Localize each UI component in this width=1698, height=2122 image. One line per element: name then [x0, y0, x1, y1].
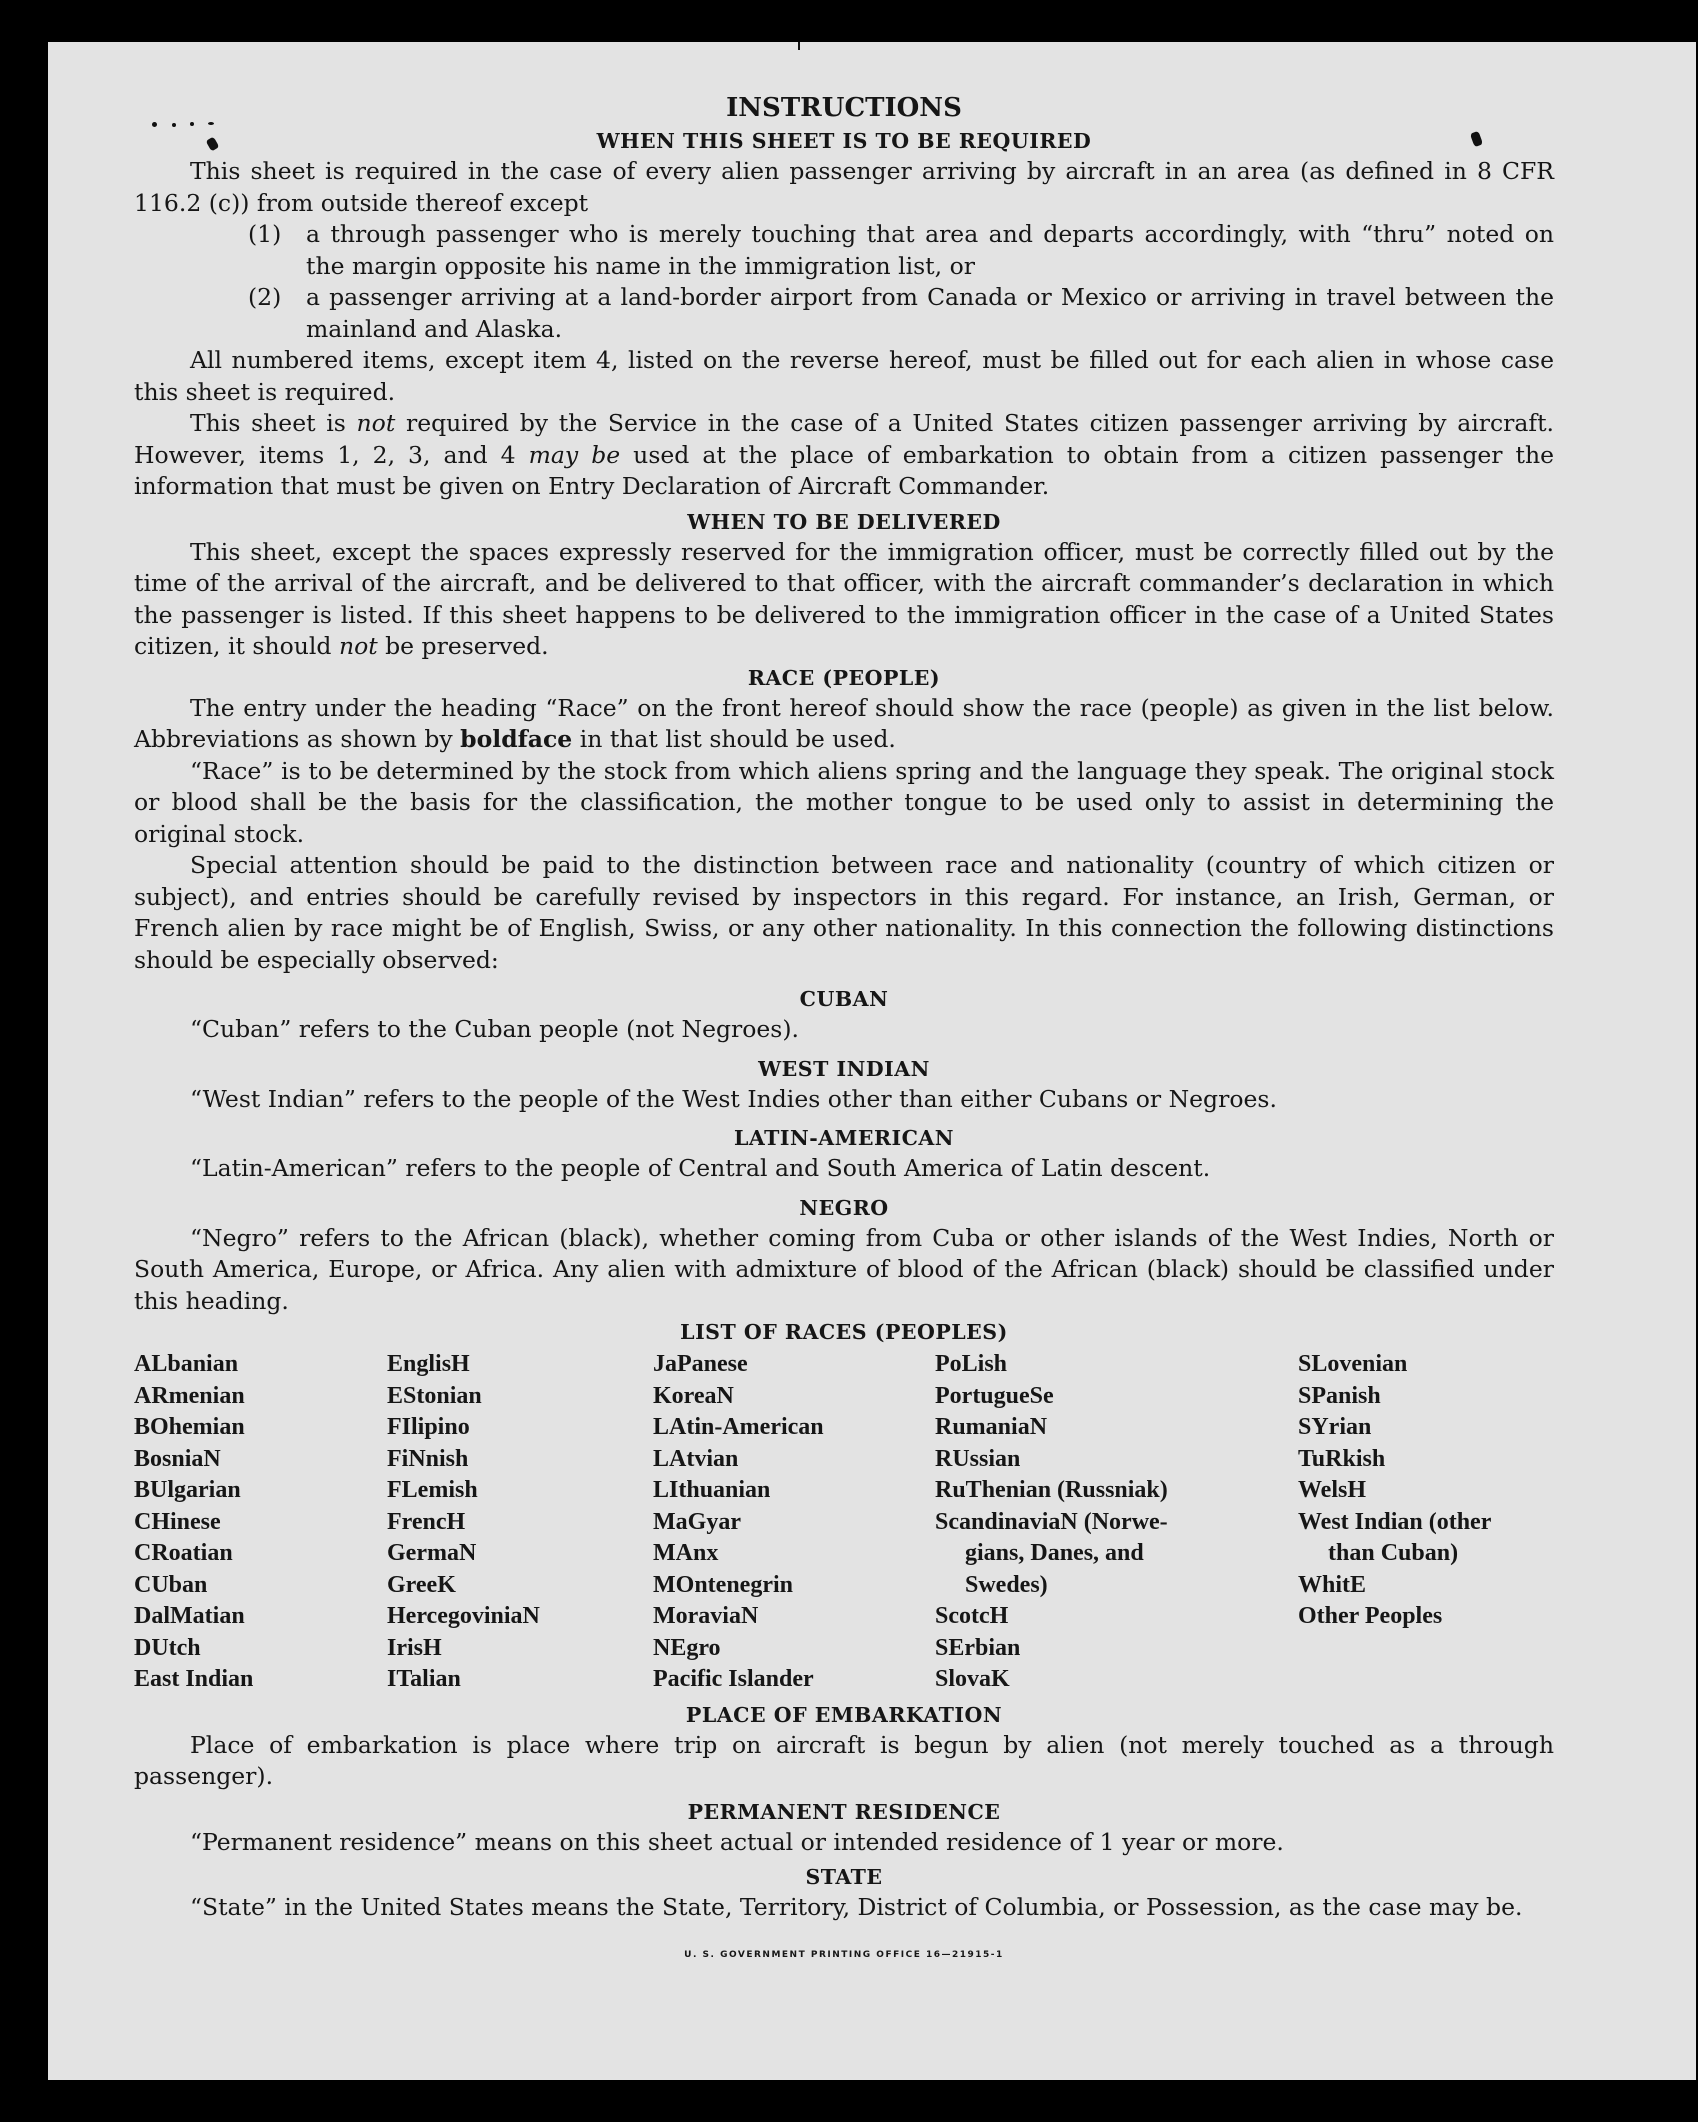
race-entry: BOhemian	[134, 1414, 245, 1440]
heading-when-required: WHEN THIS SHEET IS TO BE REQUIRED	[596, 129, 1092, 153]
race-column-2	[387, 1349, 653, 1696]
race-entry: BUlgarian	[134, 1477, 241, 1503]
race-entry: PoLish	[935, 1351, 1008, 1377]
latin-american-text: “Latin-American” refers to the people of Central and South America of Latin descent.	[190, 1154, 1211, 1182]
race-entry: MAnx	[653, 1540, 719, 1566]
scan-mark	[798, 42, 800, 50]
race-entry: EStonian	[387, 1382, 482, 1409]
race-entry: RuThenian (Russniak)	[935, 1477, 1168, 1503]
race-entry: CUban	[134, 1571, 208, 1598]
exception-number: (2)	[248, 283, 282, 311]
when-delivered-text: This sheet, except the spaces expressly reserved for the immigration officer, must be correctly filled out by the time of the arrival of the aircraft, and be delivered to that officer, with the aircraft commander’s declaration in which the passenger is listed. If this sheet happens to be delivered to the immigration officer in the case of a United States citizen, it should not be preserved.	[134, 537, 1554, 660]
race-entry: CRoatian	[134, 1540, 233, 1566]
race-entry: FiNnish	[387, 1445, 469, 1472]
race-entry: MoraviaN	[653, 1603, 759, 1629]
race-column-3	[653, 1349, 935, 1696]
race-entry: FrencH	[387, 1508, 466, 1535]
race-entry: SPanish	[1298, 1382, 1381, 1409]
west-indian-text: “West Indian” refers to the people of the West Indies other than either Cubans or Negroes.	[190, 1084, 1277, 1113]
race-entry: LAtvian	[653, 1445, 739, 1472]
exception-text: a through passenger who is merely touching that area and departs accordingly, with “thru” noted on the margin opposite his name in the immigration list, or	[306, 220, 1554, 280]
race-entry: ScotcH	[935, 1603, 1009, 1629]
when-required-intro: This sheet is required in the case of every alien passenger arriving by aircraft in an area (as defined in 8 CFR 116.2 (c)) from outside thereof except	[134, 157, 1554, 217]
race-entry: NEgro	[653, 1634, 721, 1661]
document-page	[48, 42, 1696, 2080]
race-entry: Pacific Islander	[653, 1666, 814, 1692]
permanent-residence-text: “Permanent residence” means on this sheet actual or intended residence of 1 year or more.	[190, 1827, 1284, 1856]
race-entry: SYrian	[1298, 1414, 1372, 1440]
race-entry: SlovaK	[935, 1666, 1010, 1692]
race-entry: ScandinaviaN (Norwe-	[935, 1508, 1168, 1535]
race-entry: WhitE	[1298, 1571, 1367, 1598]
heading-cuban: CUBAN	[799, 987, 889, 1011]
race-entry: than Cuban)	[1328, 1540, 1459, 1566]
printing-office-footer: U. S. GOVERNMENT PRINTING OFFICE 16—21915-1	[684, 1949, 1004, 1960]
race-entry: PortugueSe	[935, 1382, 1054, 1409]
heading-latin-american: LATIN-AMERICAN	[733, 1126, 955, 1150]
heading-negro: NEGRO	[799, 1195, 889, 1220]
heading-state: STATE	[805, 1865, 883, 1889]
race-entry: BosniaN	[134, 1445, 221, 1472]
page-title: INSTRUCTIONS	[726, 93, 962, 123]
race-entry: GreeK	[387, 1571, 456, 1598]
place-of-embarkation-text: Place of embarkation is place where trip on aircraft is begun by alien (not merely touched as a through passenger).	[134, 1730, 1554, 1790]
race-entry: RUssian	[935, 1445, 1021, 1472]
race-paragraph-2: “Race” is to be determined by the stock from which aliens spring and the language they speak. The original stock or blood shall be the basis for the classification, the mother tongue to be used only to assist in determining the original stock.	[134, 756, 1554, 848]
race-entry: HercegoviniaN	[387, 1603, 540, 1629]
race-entry: LAtin-American	[653, 1414, 824, 1440]
race-entry: MOntenegrin	[653, 1571, 793, 1598]
race-entry: Swedes)	[965, 1571, 1048, 1598]
heading-permanent-residence: PERMANENT RESIDENCE	[687, 1799, 1001, 1824]
instructions-content	[134, 90, 1554, 1971]
heading-when-delivered: WHEN TO BE DELIVERED	[687, 509, 1001, 534]
race-entry: DalMatian	[134, 1603, 245, 1629]
heading-west-indian: WEST INDIAN	[758, 1056, 930, 1081]
negro-text: “Negro” refers to the African (black), whether coming from Cuba or other islands of the West Indies, North or South America, Europe, or Africa. Any alien with admixture of blood of the African (black) should be classified under this heading.	[134, 1223, 1554, 1315]
exception-text: a passenger arriving at a land-border airport from Canada or Mexico or arriving in travel between the mainland and Alaska.	[306, 283, 1554, 343]
race-column-5	[1298, 1349, 1554, 1696]
numbered-items-paragraph: All numbered items, except item 4, listed on the reverse hereof, must be filled out for each alien in whose case this sheet is required.	[134, 346, 1554, 406]
race-list	[134, 1349, 1554, 1696]
race-entry: Other Peoples	[1298, 1603, 1443, 1629]
race-paragraph-3: Special attention should be paid to the distinction between race and nationality (country of which citizen or subject), and entries should be carefully revised by inspectors in this regard. For instance, an Irish, German, or French alien by race might be of English, Swiss, or any other nationality. In this connection the following distinctions should be especially observed:	[134, 851, 1554, 974]
race-paragraph-1: The entry under the heading “Race” on the front hereof should show the race (people) as given in the list below. Abbreviations as shown by boldface in that list should be used.	[134, 693, 1554, 753]
race-entry: RumaniaN	[935, 1414, 1048, 1440]
citizen-paragraph: This sheet is not required by the Service in the case of a United States citizen passenger arriving by aircraft. However, items 1, 2, 3, and 4 may be used at the place of embarkation to obtain from a citizen passenger the information that must be given on Entry Declaration of Aircraft Commander.	[134, 409, 1555, 500]
state-text: “State” in the United States means the State, Territory, District of Columbia, or Possession, as the case may be.	[190, 1893, 1523, 1921]
race-entry: MaGyar	[653, 1508, 741, 1535]
race-entry: GermaN	[387, 1540, 477, 1566]
race-entry: ALbanian	[134, 1351, 239, 1377]
race-entry: DUtch	[134, 1634, 201, 1661]
race-entry: West Indian (other	[1298, 1508, 1492, 1535]
cuban-text: “Cuban” refers to the Cuban people (not Negroes).	[190, 1015, 800, 1043]
race-entry: East Indian	[134, 1666, 254, 1692]
exception-item-2	[134, 282, 1554, 345]
race-entry: FLemish	[387, 1477, 478, 1503]
race-entry: FIlipino	[387, 1414, 470, 1440]
race-entry: KoreaN	[653, 1382, 734, 1409]
exception-item-1	[134, 219, 1554, 282]
race-entry: TuRkish	[1298, 1445, 1386, 1472]
race-entry: SLovenian	[1298, 1351, 1408, 1377]
race-entry: EnglisH	[387, 1351, 470, 1377]
race-entry: SErbian	[935, 1634, 1021, 1661]
heading-place-of-embarkation: PLACE OF EMBARKATION	[685, 1702, 1003, 1727]
exception-number: (1)	[248, 220, 282, 248]
race-entry: gians, Danes, and	[965, 1540, 1144, 1566]
race-entry: IrisH	[387, 1634, 442, 1661]
race-column-4	[935, 1349, 1298, 1696]
race-column-1	[134, 1349, 387, 1696]
race-entry: CHinese	[134, 1508, 221, 1535]
race-entry: ARmenian	[134, 1382, 245, 1409]
heading-list-of-races: LIST OF RACES (PEOPLES)	[680, 1320, 1008, 1344]
race-entry: JaPanese	[653, 1351, 748, 1377]
race-entry: ITalian	[387, 1666, 461, 1692]
heading-race: RACE (PEOPLE)	[747, 665, 941, 690]
race-entry: WelsH	[1298, 1477, 1367, 1503]
race-entry: LIthuanian	[653, 1477, 771, 1503]
